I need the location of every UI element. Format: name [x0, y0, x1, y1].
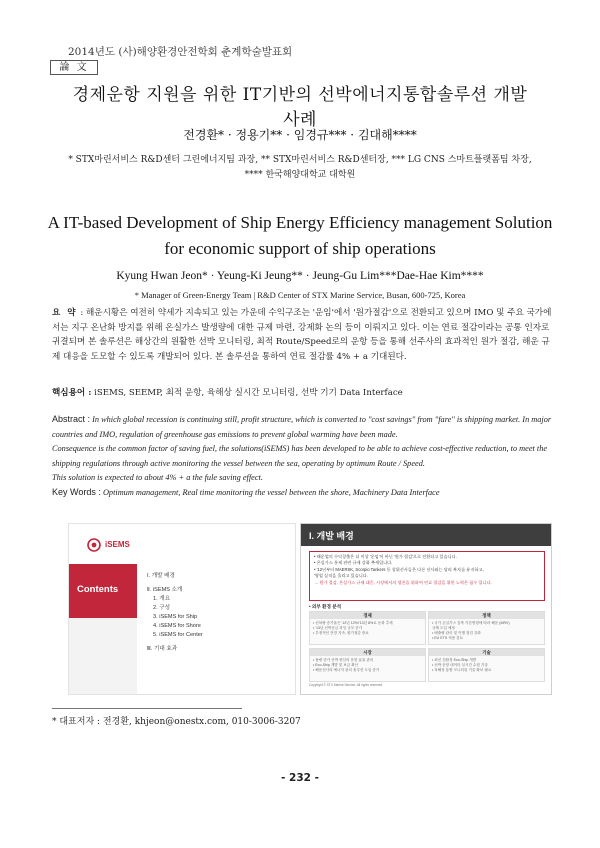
- english-keywords: [52, 487, 552, 497]
- quadrant-line: • 선박 운항 데이터 실시간 수집 기술: [432, 663, 488, 667]
- quadrant-line: • 최신 친환경 Eco-Ship 개발: [432, 658, 477, 662]
- quadrant-body: [432, 658, 541, 673]
- slide-bullet: • 온실가스 통제 관련 규제 강화 추세입니다.: [314, 560, 393, 566]
- toc-item: 4. iSEMS for Shore: [153, 623, 201, 629]
- quadrant-line: • 국가 온실가스 감축 기본방향에 따라 해운 (MRV): [432, 621, 510, 625]
- english-keywords-text: Optimum management, Real time monitoring the vessel between the shore, Machinery Data Interface: [102, 488, 440, 497]
- quadrant-line: • 배출량 관리 및 이행 점검 강화: [432, 631, 481, 635]
- quadrant-body: [432, 621, 541, 641]
- analysis-quadrant: [428, 611, 545, 645]
- english-title-line-2: for economic support of ship operations: [164, 239, 436, 258]
- contents-band-lower: [69, 618, 137, 695]
- korean-affiliation-1: * STX마린서비스 R&D센터 그린에너지팀 과장, ** STX마린서비스 R&D센터장, *** LG CNS 스마트플랫폼팀 차장,: [68, 155, 532, 165]
- korean-keywords-label: 핵심용어 :: [52, 388, 92, 398]
- quadrant-line: • 용량 증가 선박 중심의 운항 효율 관리: [313, 658, 374, 662]
- quadrant-line: • 부정적인 전망 지속, 원가절감 중요: [313, 631, 369, 635]
- slide-bullet: '영업 실적을 올리고 있습니다.: [314, 573, 368, 579]
- slide-title: I. 개발 배경: [309, 531, 354, 541]
- footnote-divider: [52, 708, 242, 709]
- slide-bullet-box: [309, 551, 545, 601]
- isems-logo-icon: [87, 538, 101, 552]
- korean-keywords-text: iSEMS, SEEMP, 최적 운항, 육해상 실시간 모니터링, 선박 기기 Data Interface: [94, 388, 403, 398]
- toc-item: 1. 개요: [153, 596, 171, 602]
- english-affiliation: * Manager of Green-Energy Team | R&D Center of STX Marine Service, Busan, 600-725, Korea: [134, 290, 466, 300]
- english-abstract-text-3: This solution is expected to about 4% + a the fule saving effect.: [52, 473, 263, 482]
- quadrant-heading: 정책: [429, 612, 544, 619]
- quadrant-line: • '13년 선박공급 과잉 규모 증가: [313, 626, 363, 630]
- korean-abstract: 요 약 : 해운시황은 여전히 약세가 지속되고 있는 가운데 수익구조는 '운임'에서 '원가절감'으로 전환되고 있으며 IMO 및 주요 국가에서는 지구 온난화 방지를 위해 온실가스 발생량에 대한 규제 마련, 강제화 논의 등이 이뤄지고 있다. 이는 연료 절감이라는 공통 인자로 귀결되며 본 솔루션은 해상간의 원활한 선박 모니터링, 최적 Route/Speed로의 운항 등을 통해 선주사의 효과적인 원가 절감, 해운 규제 대응을 도모할 수 있도록 개발되어 있다. 본 솔루션을 통하여 연료 절감률 4% + a 기대된다.: [52, 308, 552, 362]
- korean-keywords: [52, 386, 552, 398]
- slide-bullet: • 해운업의 수익창출은 더 이상 '운임'이 아닌 '원가 절감'으로 전환되고 있습니다.: [314, 554, 457, 559]
- quadrant-line: • 육해상 통합 모니터링 기술 확보 필요: [432, 668, 492, 672]
- english-title: [40, 210, 560, 262]
- slide-bullet: • '12년부터 MAERSK, Scorpio Tankers 등 상위선사들은 다른 선사와는 달리 흑자를 유지하고,: [314, 566, 484, 572]
- korean-affiliation-2: **** 한국해양대학교 대학원: [244, 170, 356, 180]
- slide-footer: Copyright © STX Marine Service. All rights reserved.: [309, 683, 384, 687]
- quadrant-line: 규제 도입 예정: [432, 626, 455, 630]
- conference-header: 2014년도 (사)해양환경안전학회 춘계학술발표회: [68, 46, 293, 58]
- english-keywords-label: Key Words :: [52, 487, 101, 497]
- korean-abstract-label: 요 약: [52, 308, 78, 318]
- quadrant-heading: 시장: [310, 649, 425, 656]
- korean-title: 경제운항 지원을 위한 IT기반의 선박에너지통합솔루션 개발 사례: [72, 85, 528, 130]
- analysis-quadrant: [428, 648, 545, 682]
- toc-item: Ⅰ. 개발 배경: [147, 573, 175, 579]
- analysis-quadrant: [309, 611, 426, 645]
- quadrant-heading: 기술: [429, 649, 544, 656]
- quadrant-line: • 선복량 증가율은 '12년 12%/'13년 8%로 둔화 추세: [313, 621, 393, 625]
- english-abstract-text-1: In which global recession is continuing still, profit structure, which is converted to "cost savings" from "fare" is shipping market. In major countries and IMO, regulation of greenhouse gas emissions to prevent global warming have been made.: [52, 415, 552, 439]
- english-abstract-label: Abstract :: [52, 414, 91, 424]
- quadrant-body: [313, 658, 422, 673]
- slide-background: [300, 523, 552, 695]
- toc-item: 5. iSEMS for Center: [153, 632, 203, 638]
- korean-authors: 전경환* · 정용기** · 임경규*** · 김대해****: [183, 128, 417, 142]
- analysis-quadrant: [309, 648, 426, 682]
- slide-bullet: → 원가 절감, 온실가스 규제 대응, 시장에서의 생존을 위하여 연료 절감을 위한 노력은 필수 입니다.: [314, 579, 492, 585]
- quadrant-heading: 경제: [310, 612, 425, 619]
- english-abstract: [52, 412, 552, 486]
- table-of-contents: [147, 572, 203, 654]
- english-authors: Kyung Hwan Jeon* · Yeung-Ki Jeung** · Jeung-Gu Lim***Dae-Hae Kim****: [116, 270, 484, 282]
- english-title-line-1: A IT-based Development of Ship Energy Efficiency management Solution: [47, 213, 553, 232]
- quadrant-line: • Eco-Ship 개발 및 보급 확산: [313, 663, 359, 667]
- quadrant-line: • 해운선사의 에너지 관리 솔루션 도입 증가: [313, 668, 380, 672]
- slide-section-title: • 외부 환경 분석: [309, 604, 342, 609]
- toc-item: 3. iSEMS for Ship: [153, 614, 198, 620]
- quadrant-line: • EU ETS 적용 검토: [432, 636, 464, 640]
- slide-logo: [69, 524, 139, 564]
- page-number: - 232 -: [281, 772, 319, 784]
- toc-item: 2. 구성: [153, 605, 171, 611]
- footnote: * 대표저자 : 전경환, khjeon@onestx.com, 010-3006-3207: [52, 717, 301, 727]
- toc-item: Ⅱ. iSEMS 소개: [147, 587, 183, 593]
- korean-abstract-text: 해운시황은 여전히 약세가 지속되고 있는 가운데 수익구조는 '운임'에서 '원가절감'으로 전환되고 있으며 IMO 및 주요 국가에서는 지구 온난화 방지를 위해 온실가스 발생량에 대한 규제 마련, 강제화 논의 등이 이뤄지고 있다. 이는 연료 절감이라는 공통 인자로 귀결되며 본 솔루션은 해상간의 원활한 선박 모니터링, 최적 Route/Speed로의 운항 등을 통해 선주사의 효과적인 원가 절감, 해운 규제 대응을 도모할 수 있도록 개발되어 있다. 본 솔루션을 통하여 연료 절감률 4% + a 기대된다.: [52, 308, 552, 362]
- paper-type-badge: 論 文: [50, 60, 98, 75]
- quadrant-body: [313, 621, 422, 636]
- contents-heading: Contents: [77, 584, 119, 595]
- slide-contents: [68, 523, 296, 695]
- english-abstract-text-2: Consequence is the common factor of saving fuel, the solutions(iSEMS) has been developed to be able to achieve cost-effective reduction, to meet the shipping regulations through active monitoring the vessel between the sea, operating by optimum Route / Speed.: [52, 444, 548, 468]
- toc-item: Ⅲ. 기대 효과: [147, 646, 178, 652]
- slide-logo-text: iSEMS: [105, 540, 130, 549]
